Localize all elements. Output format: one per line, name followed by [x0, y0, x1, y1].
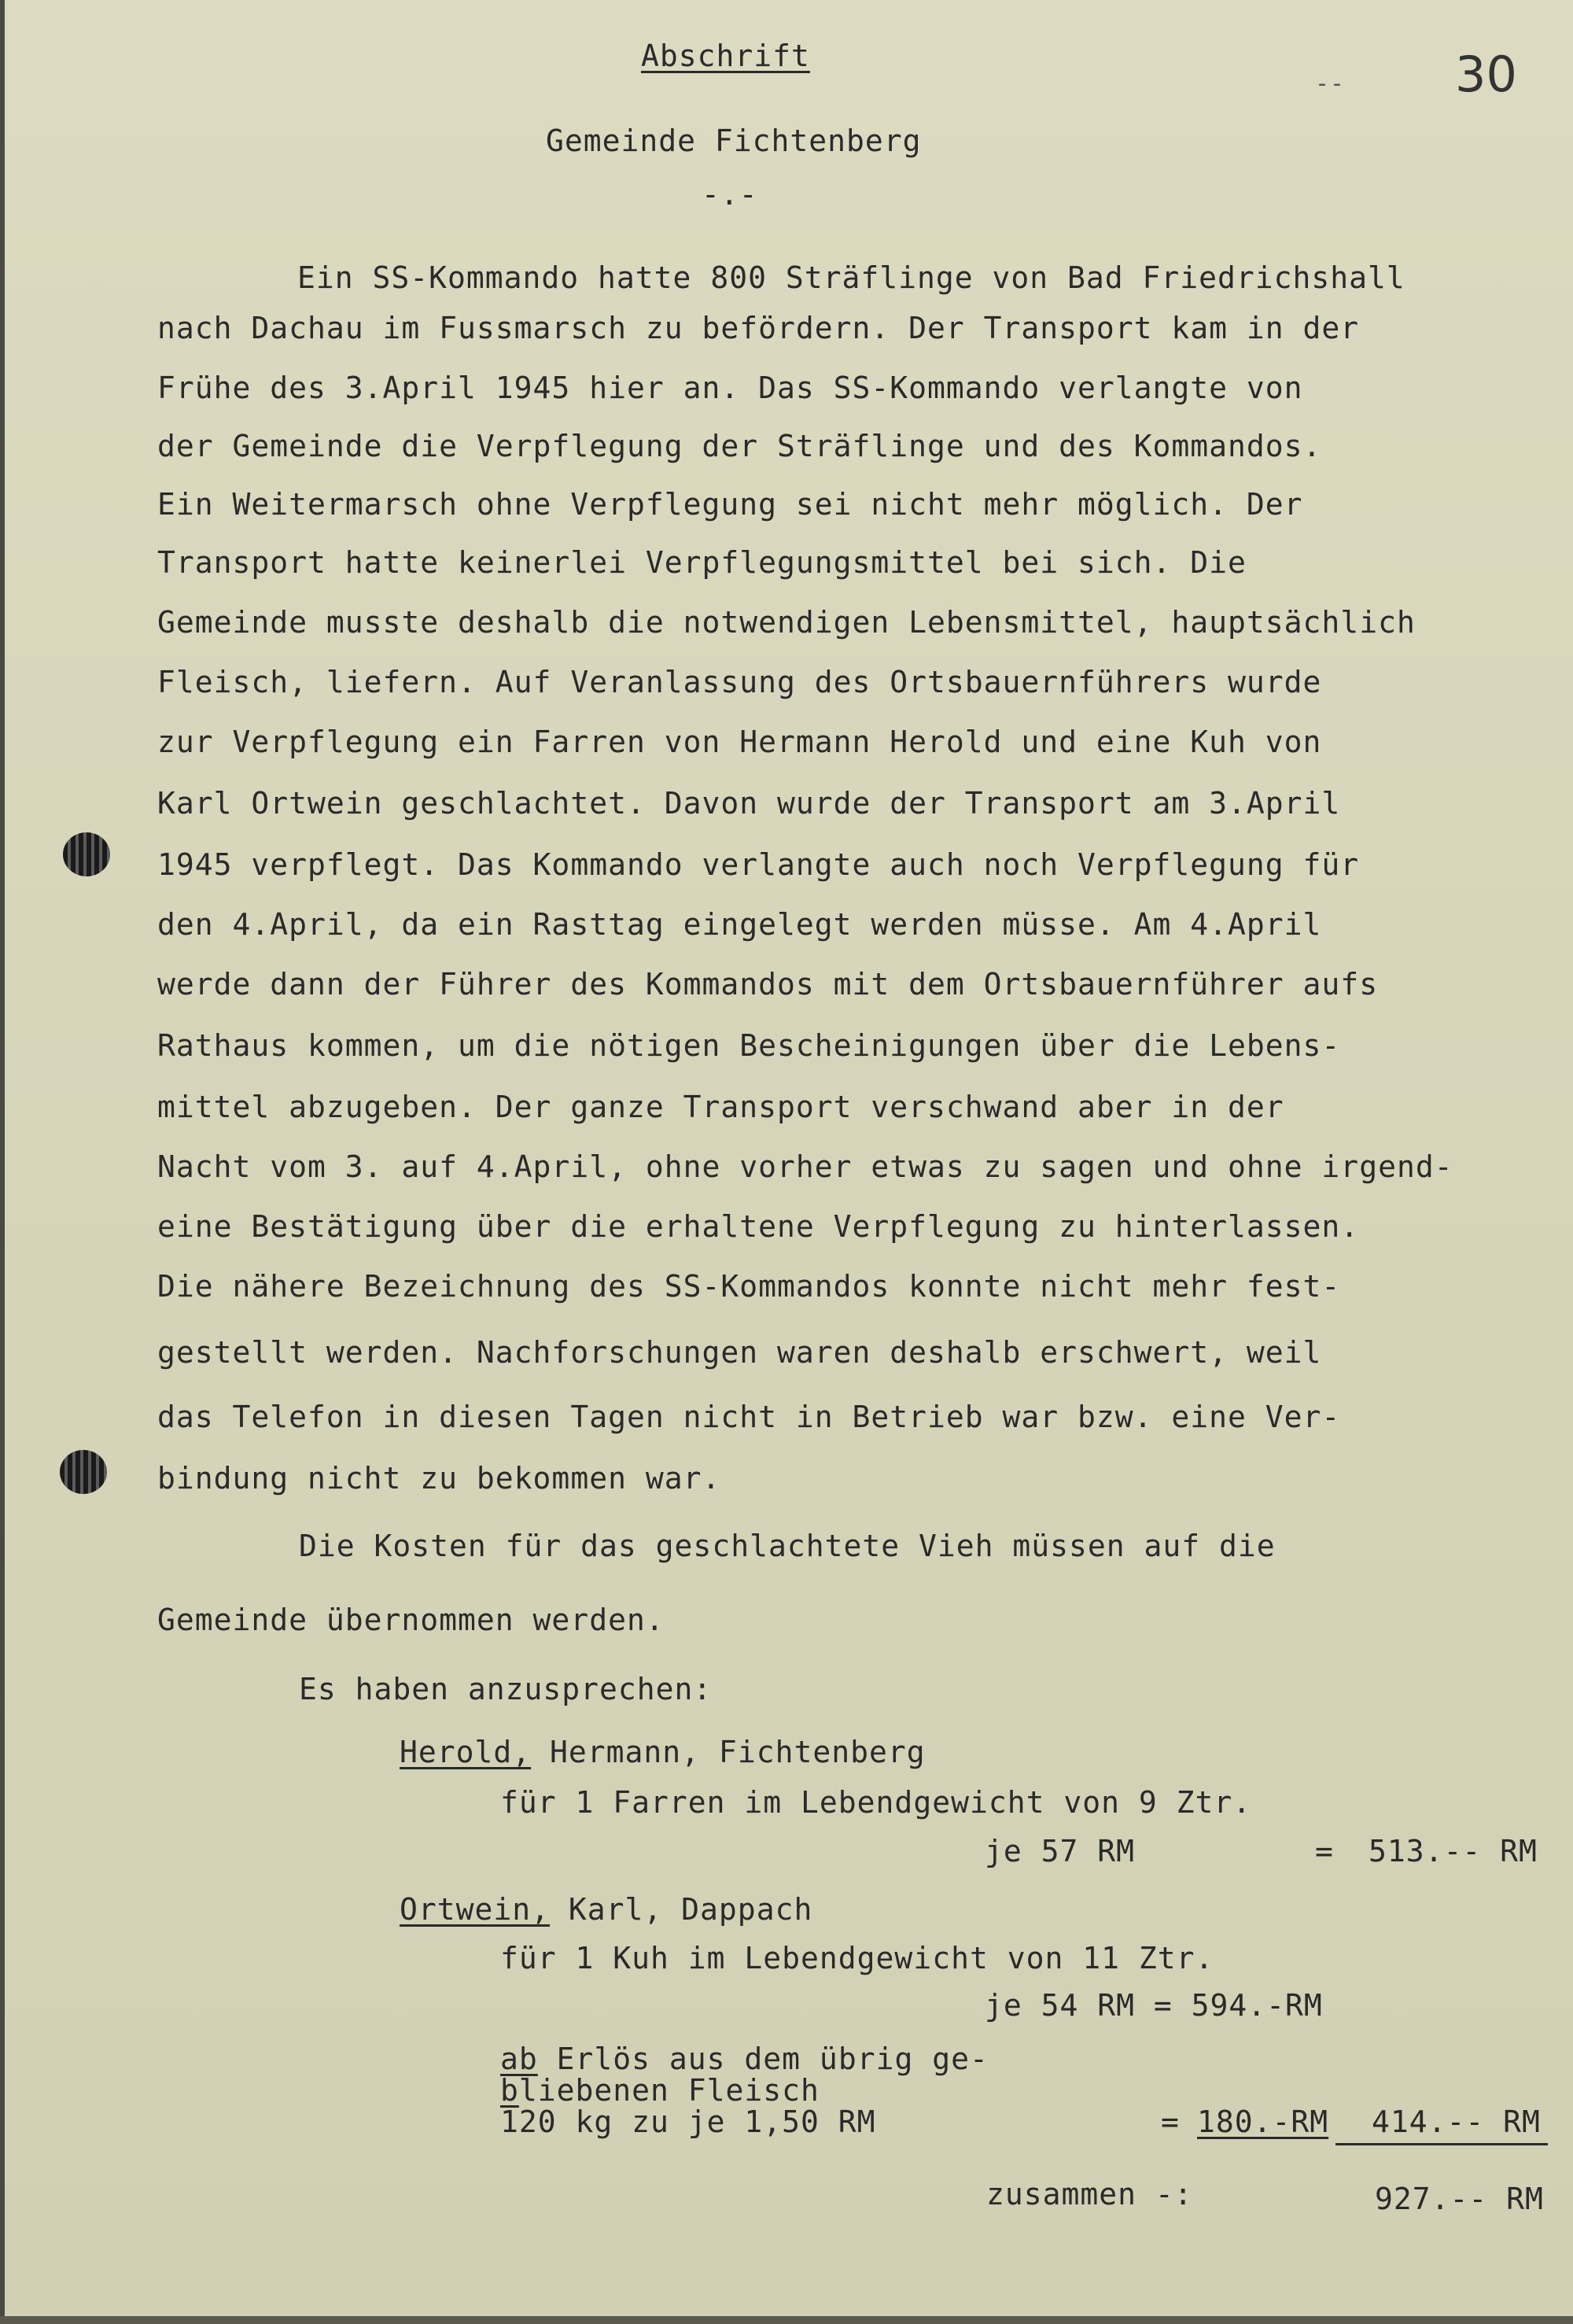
body-line: Ein Weitermarsch ohne Verpflegung sei nicht mehr möglich. Der: [157, 487, 1303, 522]
body-line: zur Verpflegung ein Farren von Hermann Herold und eine Kuh von: [157, 725, 1322, 759]
deduction-line-1: [500, 2044, 989, 2074]
total-label: zusammen -:: [986, 2177, 1193, 2211]
body-line: Nacht vom 3. auf 4.April, ohne vorher etwas zu sagen und ohne irgend-: [157, 1149, 1453, 1184]
deduction-line-2: [500, 2073, 820, 2108]
municipality-heading: Gemeinde Fichtenberg: [546, 124, 922, 158]
claim-description: für 1 Farren im Lebendgewicht von 9 Ztr.: [500, 1785, 1252, 1820]
punch-hole-lower: [60, 1450, 107, 1494]
deduction-text: Erlös aus dem übrig ge-: [537, 2042, 989, 2076]
claimant-surname: Ortwein,: [400, 1892, 551, 1927]
body-line: eine Bestätigung über die erhaltene Verpflegung zu hinterlassen.: [157, 1209, 1360, 1244]
sum-rule: [1335, 2143, 1548, 2145]
claimant-details: Karl, Dappach: [550, 1892, 813, 1927]
body-line: Ein SS-Kommando hatte 800 Sträflinge von Bad Friedrichshall: [297, 260, 1405, 295]
total-amount: 927.-- RM: [1375, 2182, 1544, 2216]
deduction-text: liebenen Fleisch: [518, 2073, 820, 2108]
body-line: das Telefon in diesen Tagen nicht in Betrieb war bzw. eine Ver-: [157, 1400, 1341, 1434]
deduction-prefix: ab: [500, 2042, 538, 2076]
corner-mark: --: [1315, 70, 1346, 98]
body-line: den 4.April, da ein Rasttag eingelegt werden müsse. Am 4.April: [157, 907, 1322, 942]
body-line: Karl Ortwein geschlachtet. Davon wurde der Transport am 3.April: [157, 786, 1341, 821]
body-line: gestellt werden. Nachforschungen waren deshalb erschwert, weil: [157, 1335, 1322, 1370]
claim-equals: =: [1315, 1834, 1334, 1868]
claimant-surname: Herold,: [400, 1735, 532, 1769]
body-line: 1945 verpflegt. Das Kommando verlangte auch noch Verpflegung für: [157, 847, 1360, 882]
body-line: Fleisch, liefern. Auf Veranlassung des Ortsbauernführers wurde: [157, 665, 1322, 699]
deduction-underlined-letter: b: [500, 2073, 519, 2108]
body-line: Gemeinde musste deshalb die notwendigen Lebensmittel, hauptsächlich: [157, 605, 1416, 640]
punch-hole-upper: [63, 832, 110, 876]
body-line: nach Dachau im Fussmarsch zu befördern. Der Transport kam in der: [157, 311, 1360, 345]
page-edge-bottom: [0, 2316, 1573, 2324]
claimant-details: Hermann, Fichtenberg: [531, 1735, 926, 1769]
body-line: werde dann der Führer des Kommandos mit dem Ortsbauernführer aufs: [157, 967, 1379, 1002]
claimant-ortwein: [400, 1892, 813, 1927]
body-line: Die nähere Bezeichnung des SS-Kommandos konnte nicht mehr fest-: [157, 1269, 1341, 1304]
body-line: bindung nicht zu bekommen war.: [157, 1461, 721, 1496]
page-edge-left: [0, 0, 5, 2324]
body-line: Rathaus kommen, um die nötigen Bescheinigungen über die Lebens-: [157, 1028, 1341, 1063]
heading-separator: -.-: [702, 177, 758, 212]
claim-amount: 513.-- RM: [1369, 1834, 1538, 1868]
deduction-line-3: 120 kg zu je 1,50 RM: [500, 2105, 876, 2139]
claims-intro: Es haben anzusprechen:: [299, 1672, 713, 1706]
net-amount: 414.-- RM: [1372, 2105, 1541, 2139]
page-number: 30: [1455, 46, 1517, 103]
deduction-amount: 180.-RM: [1197, 2105, 1329, 2139]
body-line: mittel abzugeben. Der ganze Transport verschwand aber in der: [157, 1090, 1284, 1124]
cost-line: Die Kosten für das geschlachtete Vieh müssen auf die: [299, 1529, 1276, 1563]
claim-rate-line: je 54 RM = 594.-RM: [985, 1988, 1323, 2023]
body-line: der Gemeinde die Verpflegung der Sträflinge und des Kommandos.: [157, 429, 1322, 463]
body-line: Transport hatte keinerlei Verpflegungsmittel bei sich. Die: [157, 545, 1247, 580]
body-line: Frühe des 3.April 1945 hier an. Das SS-Kommando verlangte von: [157, 371, 1303, 405]
claimant-herold: [400, 1737, 926, 1767]
document-title: Abschrift: [641, 39, 810, 73]
deduction-equals: =: [1161, 2105, 1180, 2139]
claim-rate: je 57 RM: [985, 1834, 1136, 1868]
cost-line: Gemeinde übernommen werden.: [157, 1603, 665, 1637]
claim-description: für 1 Kuh im Lebendgewicht von 11 Ztr.: [500, 1941, 1214, 1975]
